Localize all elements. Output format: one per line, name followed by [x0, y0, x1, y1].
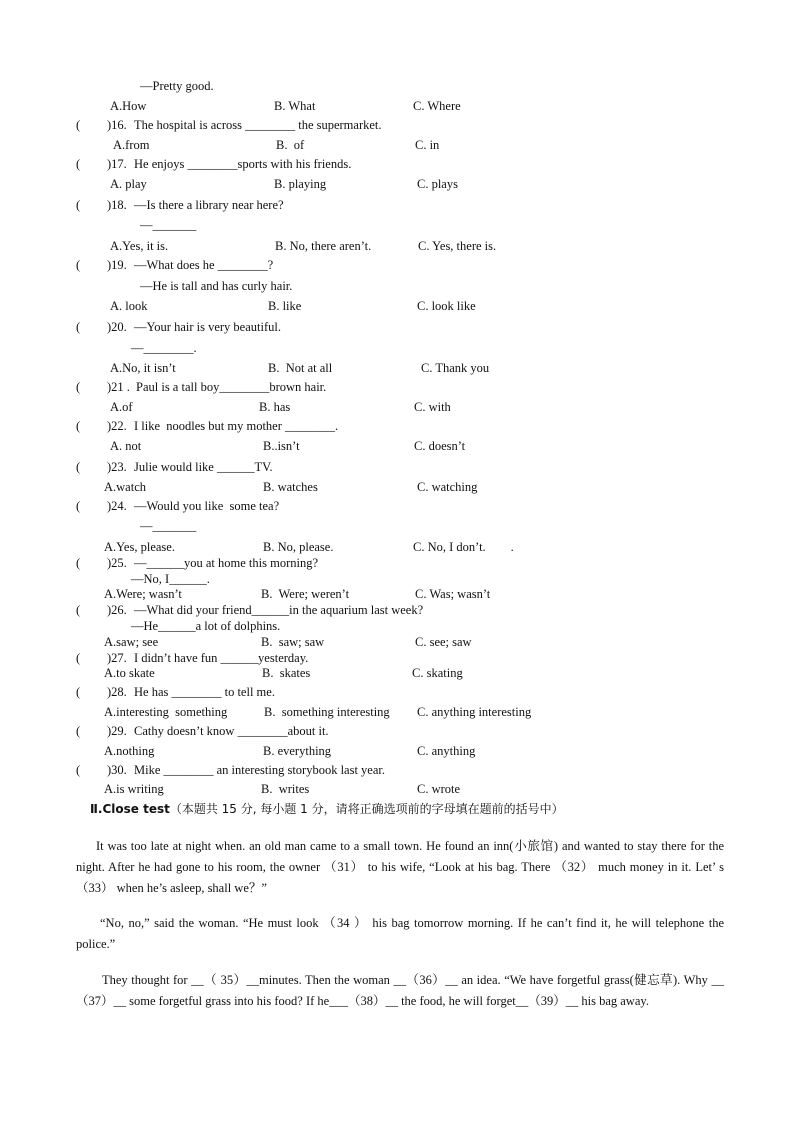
- q19-number: )19.: [107, 258, 127, 272]
- q30-option-c: C. wrote: [417, 782, 461, 796]
- q23-number: )23.: [107, 460, 127, 474]
- q23-stem: Julie would like ______TV.: [134, 460, 273, 474]
- q25-option-b: B. Were; weren’t: [261, 587, 350, 601]
- q25-stem: —______you at home this morning?: [134, 556, 319, 570]
- q20-answer-line: —________.: [131, 341, 197, 355]
- q30-stem: Mike ________ an interesting storybook last year.: [134, 763, 386, 777]
- q21-option-c: C. with: [414, 400, 451, 414]
- q29-option-a: A.nothing: [104, 744, 155, 758]
- q17-number: )17.: [107, 157, 127, 171]
- q26-answer-line: —He______a lot of dolphins.: [131, 619, 281, 633]
- q22-option-b: B..isn’t: [263, 439, 300, 453]
- q18-option-a: A.Yes, it is.: [110, 239, 169, 253]
- q25-answer-line: —No, I______.: [131, 572, 210, 586]
- q27-stem: I didn’t have fun ______yesterday.: [134, 651, 309, 665]
- q15-option-a: A.How: [110, 99, 147, 113]
- q19-option-b: B. like: [268, 299, 302, 313]
- q27-paren[interactable]: (: [76, 651, 81, 665]
- q19-paren[interactable]: (: [76, 258, 81, 272]
- passage-paragraph-1: It was too late at night when. an old man came to a small town. He found an inn(小旅馆) and wanted to stay there for the night. After he had gone to his room, the owner （31） to his wife, “Look at his bag. There （32） much money in it. Let’ s （33） when he’s asleep, shall we？”: [76, 839, 724, 895]
- q20-stem: —Your hair is very beautiful.: [134, 320, 281, 334]
- q17-stem: He enjoys ________sports with his friends.: [134, 157, 352, 171]
- q26-option-b: B. saw; saw: [261, 635, 325, 649]
- q17-option-c: C. plays: [417, 177, 458, 191]
- q28-paren[interactable]: (: [76, 685, 81, 699]
- q25-option-a: A.Were; wasn’t: [104, 587, 182, 601]
- q18-option-b: B. No, there aren’t.: [275, 239, 372, 253]
- q28-number: )28.: [107, 685, 127, 699]
- q29-paren[interactable]: (: [76, 724, 81, 738]
- q20-option-c: C. Thank you: [421, 361, 490, 375]
- q20-paren[interactable]: (: [76, 320, 81, 334]
- q25-paren[interactable]: (: [76, 556, 81, 570]
- q21-paren[interactable]: (: [76, 380, 81, 394]
- q27-number: )27.: [107, 651, 127, 665]
- q18-number: )18.: [107, 198, 127, 212]
- q30-number: )30.: [107, 763, 127, 777]
- q26-stem: —What did your friend______in the aquarium last week?: [134, 603, 424, 617]
- section-instruction: （本题共 15 分, 每小题 1 分，请将正确选项前的字母填在题前的括号中）: [169, 802, 564, 816]
- q18-option-c: C. Yes, there is.: [418, 239, 497, 253]
- q15-option-b: B. What: [274, 99, 316, 113]
- q24-option-a: A.Yes, please.: [104, 540, 175, 554]
- q25-option-c: C. Was; wasn’t: [415, 587, 491, 601]
- passage-paragraph-3: They thought for __（ 35）__minutes. Then the woman __（36）__ an idea. “We have forgetful grass(健忘草). Why __（37）__ some forgetful grass into his food? If he___（38）__ the food, he will forget__（39）__ his bag away.: [76, 973, 724, 1008]
- q22-option-c: C. doesn’t: [414, 439, 466, 453]
- q24-option-b: B. No, please.: [263, 540, 334, 554]
- q29-option-c: C. anything: [417, 744, 476, 758]
- q23-option-b: B. watches: [263, 480, 318, 494]
- q17-paren[interactable]: (: [76, 157, 81, 171]
- q26-option-a: A.saw; see: [104, 635, 159, 649]
- q19-option-c: C. look like: [417, 299, 476, 313]
- q19-answer-line: —He is tall and has curly hair.: [140, 279, 293, 293]
- q21-stem: Paul is a tall boy________brown hair.: [136, 380, 327, 394]
- q25-number: )25.: [107, 556, 127, 570]
- q20-option-b: B. Not at all: [268, 361, 333, 375]
- q29-option-b: B. everything: [263, 744, 332, 758]
- q17-option-a: A. play: [110, 177, 147, 191]
- q28-option-b: B. something interesting: [264, 705, 390, 719]
- q27-option-b: B. skates: [262, 666, 311, 680]
- q28-stem: He has ________ to tell me.: [134, 685, 275, 699]
- q30-option-b: B. writes: [261, 782, 310, 796]
- q27-option-c: C. skating: [412, 666, 463, 680]
- q18-stem: —Is there a library near here?: [134, 198, 284, 212]
- q22-option-a: A. not: [110, 439, 142, 453]
- q18-paren[interactable]: (: [76, 198, 81, 212]
- q27-option-a: A.to skate: [104, 666, 155, 680]
- q28-option-c: C. anything interesting: [417, 705, 532, 719]
- q16-number: )16.: [107, 118, 127, 132]
- q23-option-a: A.watch: [104, 480, 146, 494]
- q28-option-a: A.interesting something: [104, 705, 228, 719]
- q24-answer-line: —_______: [140, 519, 197, 533]
- q20-option-a: A.No, it isn’t: [110, 361, 176, 375]
- q30-paren[interactable]: (: [76, 763, 81, 777]
- q24-number: )24.: [107, 499, 127, 513]
- q18-answer-line: —_______: [140, 218, 197, 232]
- q16-option-b: B. of: [276, 138, 305, 152]
- q30-option-a: A.is writing: [104, 782, 164, 796]
- q21-option-a: A.of: [110, 400, 133, 414]
- q24-stem: —Would you like some tea?: [134, 499, 280, 513]
- q15-answer-line: —Pretty good.: [140, 79, 214, 93]
- q22-paren[interactable]: (: [76, 419, 81, 433]
- q19-stem: —What does he ________?: [134, 258, 274, 272]
- q22-stem: I like noodles but my mother ________.: [134, 419, 339, 433]
- q29-number: )29.: [107, 724, 127, 738]
- q23-paren[interactable]: (: [76, 460, 81, 474]
- q16-option-c: C. in: [415, 138, 440, 152]
- q26-number: )26.: [107, 603, 127, 617]
- passage-paragraph-2: “No, no,” said the woman. “He must look （34 ） his bag tomorrow morning. If he can’t find it, he will telephone the police.”: [76, 916, 724, 951]
- q26-paren[interactable]: (: [76, 603, 81, 617]
- q21-number: )21 .: [107, 380, 130, 394]
- q19-option-a: A. look: [110, 299, 148, 313]
- q16-stem: The hospital is across ________ the supermarket.: [134, 118, 382, 132]
- q29-stem: Cathy doesn’t know ________about it.: [134, 724, 329, 738]
- q16-option-a: A.from: [113, 138, 150, 152]
- q24-paren[interactable]: (: [76, 499, 81, 513]
- q17-option-b: B. playing: [274, 177, 327, 191]
- q22-number: )22.: [107, 419, 127, 433]
- q23-option-c: C. watching: [417, 480, 478, 494]
- section-title: Ⅱ.Close test: [90, 802, 170, 816]
- q21-option-b: B. has: [259, 400, 291, 414]
- q24-option-c: C. No, I don’t. .: [413, 540, 514, 554]
- q20-number: )20.: [107, 320, 127, 334]
- q15-option-c: C. Where: [413, 99, 461, 113]
- section-heading: [90, 802, 564, 817]
- q16-paren[interactable]: (: [76, 118, 81, 132]
- q26-option-c: C. see; saw: [415, 635, 472, 649]
